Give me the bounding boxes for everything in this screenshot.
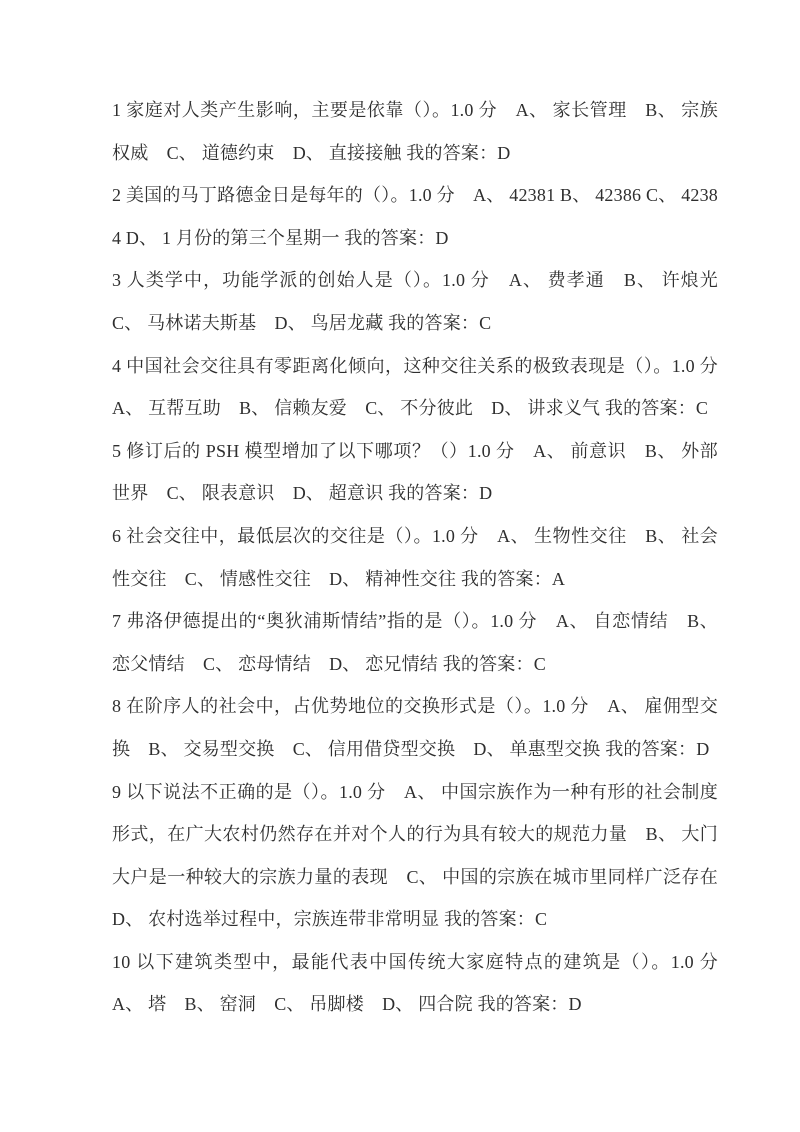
question-6: 6 社会交往中，最低层次的交往是（）。1.0 分 A、 生物性交往 B、 社会性交往 C、 情感性交往 D、 精神性交往 我的答案：A	[112, 525, 718, 589]
question-1: 1 家庭对人类产生影响，主要是依靠（）。1.0 分 A、 家长管理 B、 宗族权威 C、 道德约束 D、 直接接触 我的答案：D	[112, 100, 718, 163]
question-2: 2 美国的马丁路德金日是每年的（）。1.0 分 A、 42381 B、 42386 C、 42384 D、 1 月份的第三个星期一 我的答案：D	[112, 185, 718, 248]
question-3: 3 人类学中，功能学派的创始人是（）。1.0 分 A、 费孝通 B、 许烺光 C、 马林诺夫斯基 D、 鸟居龙藏 我的答案：C	[112, 270, 737, 333]
question-4: 4 中国社会交往具有零距离化倾向，这种交往关系的极致表现是（）。1.0 分 A、 互帮互助 B、 信赖友爱 C、 不分彼此 D、 讲求义气 我的答案：C	[112, 355, 737, 419]
question-10: 10 以下建筑类型中，最能代表中国传统大家庭特点的建筑是（）。1.0 分 A、 塔 B、 窑洞 C、 吊脚楼 D、 四合院 我的答案：D	[112, 951, 737, 1015]
question-7: 7 弗洛伊德提出的“奥狄浦斯情结”指的是（）。1.0 分 A、 自恋情结 B、 恋父情结 C、 恋母情结 D、 恋兄情结 我的答案：C	[112, 611, 718, 674]
question-5: 5 修订后的 PSH 模型增加了以下哪项？（）1.0 分 A、 前意识 B、 外部世界 C、 限表意识 D、 超意识 我的答案：D	[112, 440, 718, 504]
question-9: 9 以下说法不正确的是（）。1.0 分 A、 中国宗族作为一种有形的社会制度形式，在广大农村仍然存在并对个人的行为具有较大的规范力量 B、 大门大户是一种较大的宗族力量的表现 C、 中国的宗族在城市里同样广泛存在 D、 农村选举过程中，宗族连带非常明显 我的答案：C	[112, 781, 737, 930]
question-8: 8 在阶序人的社会中，占优势地位的交换形式是（）。1.0 分 A、 雇佣型交换 B、 交易型交换 C、 信用借贷型交换 D、 单惠型交换 我的答案：D	[112, 696, 718, 759]
